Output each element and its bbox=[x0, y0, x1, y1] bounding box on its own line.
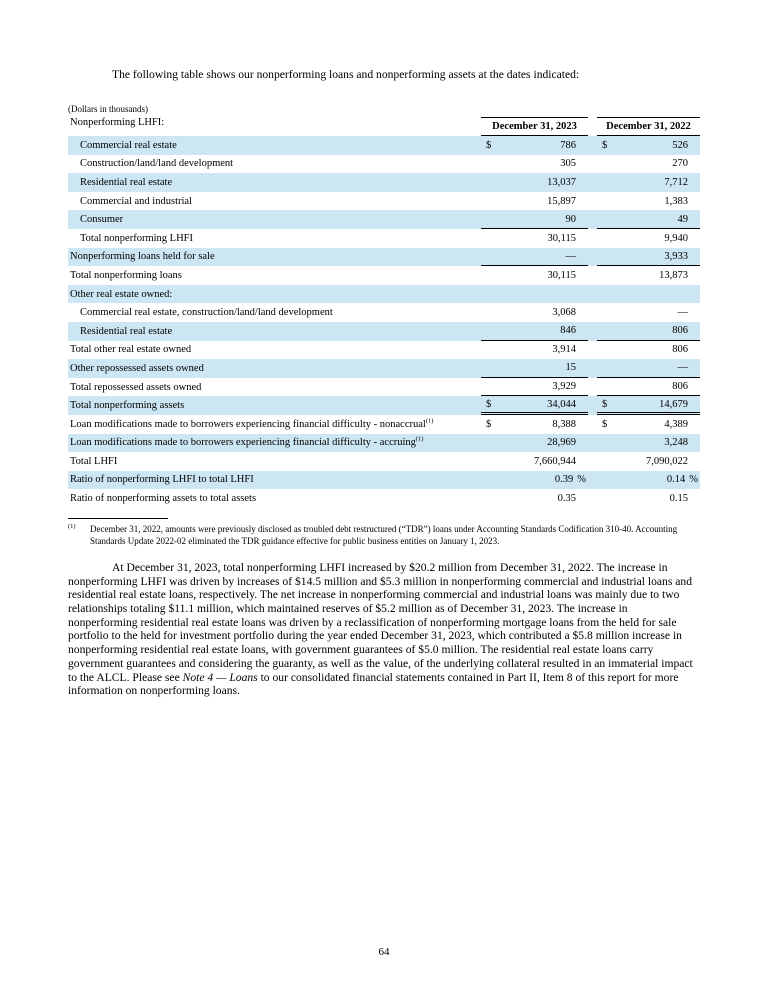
table-row bbox=[68, 173, 700, 192]
table-row bbox=[68, 285, 700, 304]
row-label-text: Commercial real estate bbox=[80, 139, 177, 151]
cell-value: 3,068 bbox=[552, 307, 576, 319]
dollar-sign: $ bbox=[602, 418, 608, 430]
value-cell bbox=[597, 136, 700, 155]
table-row bbox=[68, 471, 700, 490]
cell-value: 270 bbox=[672, 158, 688, 170]
table-row bbox=[68, 136, 700, 155]
cell-value: 90 bbox=[565, 213, 576, 225]
table-row bbox=[68, 322, 700, 341]
table-row bbox=[68, 155, 700, 174]
cell-value: 30,115 bbox=[547, 269, 576, 281]
column-gap bbox=[588, 117, 597, 136]
row-label-text: Other real estate owned: bbox=[70, 288, 173, 300]
column-gap bbox=[588, 434, 597, 453]
column-header-2023: December 31, 2023 bbox=[481, 117, 588, 136]
value-cell bbox=[597, 341, 700, 360]
row-label-text: Total LHFI bbox=[70, 455, 118, 467]
cell-value: — bbox=[677, 362, 688, 374]
value-cell bbox=[597, 322, 700, 341]
value-cell bbox=[481, 396, 588, 415]
value-cell bbox=[481, 341, 588, 360]
value-cell bbox=[481, 359, 588, 378]
table-row bbox=[68, 192, 700, 211]
table-row bbox=[68, 434, 700, 453]
row-label-text: Ratio of nonperforming LHFI to total LHFI bbox=[70, 474, 254, 486]
cell-value: 28,969 bbox=[547, 437, 576, 449]
row-label-text: Total other real estate owned bbox=[70, 344, 192, 356]
cell-value: — bbox=[677, 307, 688, 319]
dollar-sign: $ bbox=[602, 398, 608, 410]
row-label bbox=[68, 158, 481, 169]
page-number: 64 bbox=[378, 946, 390, 958]
table-row bbox=[68, 266, 700, 285]
row-label bbox=[68, 326, 481, 337]
value-cell bbox=[481, 489, 588, 508]
paragraph-text-after: to our consolidated financial statements contained in Part II, Item 8 of this report for more information on nonperforming loans. bbox=[68, 670, 679, 698]
table-row bbox=[68, 415, 700, 434]
column-gap bbox=[588, 192, 597, 211]
row-label bbox=[68, 419, 481, 430]
column-gap bbox=[588, 173, 597, 192]
value-cell bbox=[597, 378, 700, 397]
cell-value: 8,388 bbox=[552, 418, 576, 430]
paragraph-text-before: At December 31, 2023, total nonperforming LHFI increased by $20.2 million from December 31, 2022. The increase in nonperforming LHFI was driven by increases of $14.5 million and $5.3 million in nonperforming commercial and industrial loans and residential real estate loans, respectively. The net increase in nonperforming commercial and industrial loans was mainly due to two relationships totaling $11.1 million, which maintained reserves of $5.2 million as of December 31, 2023. The increase in nonperforming residential real estate loans was driven by a reclassification of nonperforming mortgage loans from the held for sale portfolio to the held for investment portfolio during the year ended December 31, 2023, which contributed a $5.8 million increase in nonperforming residential real estate loans, with government guarantees of $5.0 million. The residential real estate loans carry government guarantees and considering the guaranty, as well as the value, of the underlying collateral resulted in an immaterial impact to the ALCL. Please see bbox=[68, 560, 693, 684]
percent-sign: % bbox=[577, 474, 586, 486]
row-label bbox=[68, 196, 481, 207]
row-label-text: Nonperforming loans held for sale bbox=[70, 251, 215, 263]
cell-value: 7,712 bbox=[664, 176, 688, 188]
row-label bbox=[68, 382, 481, 393]
row-label bbox=[68, 270, 481, 281]
value-cell bbox=[481, 285, 588, 304]
row-label-text: Commercial and industrial bbox=[80, 195, 192, 207]
cell-value: 0.39 bbox=[554, 474, 574, 486]
cell-value: 15,897 bbox=[547, 195, 576, 207]
value-cell bbox=[481, 266, 588, 285]
table-row bbox=[68, 248, 700, 267]
row-label bbox=[68, 289, 481, 300]
units-note: (Dollars in thousands) bbox=[68, 104, 148, 114]
row-label-text: Total nonperforming loans bbox=[70, 269, 182, 281]
column-gap bbox=[588, 359, 597, 378]
row-label bbox=[68, 456, 481, 467]
column-gap bbox=[588, 155, 597, 174]
dollar-sign: $ bbox=[486, 398, 492, 410]
value-cell bbox=[481, 434, 588, 453]
value-cell bbox=[481, 322, 588, 341]
cell-value: — bbox=[565, 250, 576, 262]
column-gap bbox=[588, 322, 597, 341]
dollar-sign: $ bbox=[602, 139, 608, 151]
column-gap bbox=[588, 136, 597, 155]
row-label-text: Loan modifications made to borrowers experiencing financial difficulty - accruing bbox=[70, 437, 416, 449]
cell-value: 786 bbox=[560, 139, 576, 151]
column-gap bbox=[588, 415, 597, 434]
table-row bbox=[68, 303, 700, 322]
column-header-2022: December 31, 2022 bbox=[597, 117, 700, 136]
cell-value: 3,933 bbox=[664, 250, 688, 262]
column-gap bbox=[588, 471, 597, 490]
table-row bbox=[68, 229, 700, 248]
cell-value: 4,389 bbox=[664, 418, 688, 430]
value-cell bbox=[597, 229, 700, 248]
column-gap bbox=[588, 210, 597, 229]
cell-value: 14,679 bbox=[659, 398, 688, 410]
cell-value: 0.14 bbox=[666, 474, 686, 486]
value-cell bbox=[481, 452, 588, 471]
table-body bbox=[68, 136, 700, 508]
cell-value: 0.15 bbox=[669, 493, 688, 505]
row-label-text: Residential real estate bbox=[80, 176, 173, 188]
row-label-text: Other repossessed assets owned bbox=[70, 362, 204, 374]
table-header-label: Nonperforming LHFI: bbox=[70, 117, 165, 128]
value-cell bbox=[597, 248, 700, 267]
value-cell bbox=[481, 471, 588, 490]
value-cell bbox=[481, 136, 588, 155]
percent-sign: % bbox=[689, 474, 698, 486]
row-label bbox=[68, 344, 481, 355]
cell-value: 34,044 bbox=[547, 398, 576, 410]
row-label bbox=[68, 251, 481, 262]
value-cell bbox=[481, 415, 588, 434]
value-cell bbox=[481, 192, 588, 211]
value-cell bbox=[597, 434, 700, 453]
footnote-ref: (1) bbox=[415, 435, 424, 443]
row-label bbox=[68, 363, 481, 374]
row-label-text: Consumer bbox=[80, 214, 124, 226]
footnote-marker: (1) bbox=[68, 522, 76, 530]
column-gap bbox=[588, 266, 597, 285]
row-label-text: Residential real estate bbox=[80, 325, 173, 337]
cell-value: 49 bbox=[677, 213, 688, 225]
column-gap bbox=[588, 248, 597, 267]
cell-value: 9,940 bbox=[664, 232, 688, 244]
value-cell bbox=[481, 248, 588, 267]
cell-value: 846 bbox=[560, 325, 576, 337]
dollar-sign: $ bbox=[486, 418, 492, 430]
row-label bbox=[68, 214, 481, 225]
paragraph-italic-reference: Note 4 — Loans bbox=[182, 670, 258, 684]
column-gap bbox=[588, 396, 597, 415]
value-cell bbox=[597, 210, 700, 229]
value-cell bbox=[597, 471, 700, 490]
value-cell bbox=[481, 155, 588, 174]
cell-value: 1,383 bbox=[664, 195, 688, 207]
row-label-text: Loan modifications made to borrowers experiencing financial difficulty - nonaccrual bbox=[70, 418, 426, 430]
cell-value: 7,090,022 bbox=[646, 455, 688, 467]
value-cell bbox=[481, 229, 588, 248]
cell-value: 305 bbox=[560, 158, 576, 170]
dollar-sign: $ bbox=[486, 139, 492, 151]
footnote-rule bbox=[68, 518, 168, 519]
row-label bbox=[68, 493, 481, 504]
cell-value: 3,929 bbox=[552, 381, 576, 393]
column-gap bbox=[588, 378, 597, 397]
row-label bbox=[68, 400, 481, 411]
value-cell bbox=[597, 266, 700, 285]
column-gap bbox=[588, 303, 597, 322]
intro-paragraph: The following table shows our nonperforming loans and nonperforming assets at the dates indicated: bbox=[112, 68, 580, 81]
row-label bbox=[68, 437, 481, 448]
row-label bbox=[68, 140, 481, 151]
table-row bbox=[68, 452, 700, 471]
value-cell bbox=[597, 415, 700, 434]
cell-value: 526 bbox=[672, 139, 688, 151]
value-cell bbox=[597, 285, 700, 304]
footnote bbox=[68, 523, 700, 548]
cell-value: 3,914 bbox=[552, 344, 576, 356]
nonperforming-table bbox=[68, 117, 700, 508]
row-label bbox=[68, 474, 481, 485]
column-gap bbox=[588, 229, 597, 248]
cell-value: 30,115 bbox=[547, 232, 576, 244]
cell-value: 13,037 bbox=[547, 176, 576, 188]
cell-value: 3,248 bbox=[664, 437, 688, 449]
row-label-text: Total nonperforming assets bbox=[70, 400, 185, 412]
value-cell bbox=[481, 303, 588, 322]
value-cell bbox=[597, 359, 700, 378]
column-gap bbox=[588, 452, 597, 471]
value-cell bbox=[481, 210, 588, 229]
value-cell bbox=[597, 489, 700, 508]
value-cell bbox=[481, 378, 588, 397]
value-cell bbox=[597, 155, 700, 174]
cell-value: 15 bbox=[565, 362, 576, 374]
row-label bbox=[68, 177, 481, 188]
cell-value: 13,873 bbox=[659, 269, 688, 281]
value-cell bbox=[597, 192, 700, 211]
table-row bbox=[68, 378, 700, 397]
column-gap bbox=[588, 341, 597, 360]
value-cell bbox=[481, 173, 588, 192]
row-label bbox=[68, 307, 481, 318]
row-label-text: Ratio of nonperforming assets to total assets bbox=[70, 493, 257, 505]
table-row bbox=[68, 210, 700, 229]
footnote-ref: (1) bbox=[425, 417, 434, 425]
row-label-text: Total repossessed assets owned bbox=[70, 381, 202, 393]
row-label-text: Total nonperforming LHFI bbox=[80, 232, 193, 244]
value-cell bbox=[597, 173, 700, 192]
table-row bbox=[68, 341, 700, 360]
column-gap bbox=[588, 285, 597, 304]
row-label-text: Construction/land/land development bbox=[80, 158, 234, 170]
table-row bbox=[68, 359, 700, 378]
cell-value: 7,660,944 bbox=[534, 455, 576, 467]
table-header-row bbox=[68, 117, 700, 136]
table-row bbox=[68, 396, 700, 415]
value-cell bbox=[597, 452, 700, 471]
value-cell bbox=[597, 303, 700, 322]
row-label-text: Commercial real estate, construction/land/land development bbox=[80, 307, 333, 319]
column-gap bbox=[588, 489, 597, 508]
row-label bbox=[68, 233, 481, 244]
cell-value: 806 bbox=[672, 325, 688, 337]
cell-value: 806 bbox=[672, 344, 688, 356]
cell-value: 806 bbox=[672, 381, 688, 393]
cell-value: 0.35 bbox=[557, 493, 576, 505]
table-row bbox=[68, 489, 700, 508]
body-paragraph bbox=[68, 561, 700, 698]
value-cell bbox=[597, 396, 700, 415]
footnote-text: December 31, 2022, amounts were previously disclosed as troubled debt restructured (“TDR”) loans under Accounting Standards Codification 310-40. Accounting Standards Update 2022-02 eliminated the TDR guidance effective for public business entities on January 1, 2023. bbox=[90, 523, 678, 547]
